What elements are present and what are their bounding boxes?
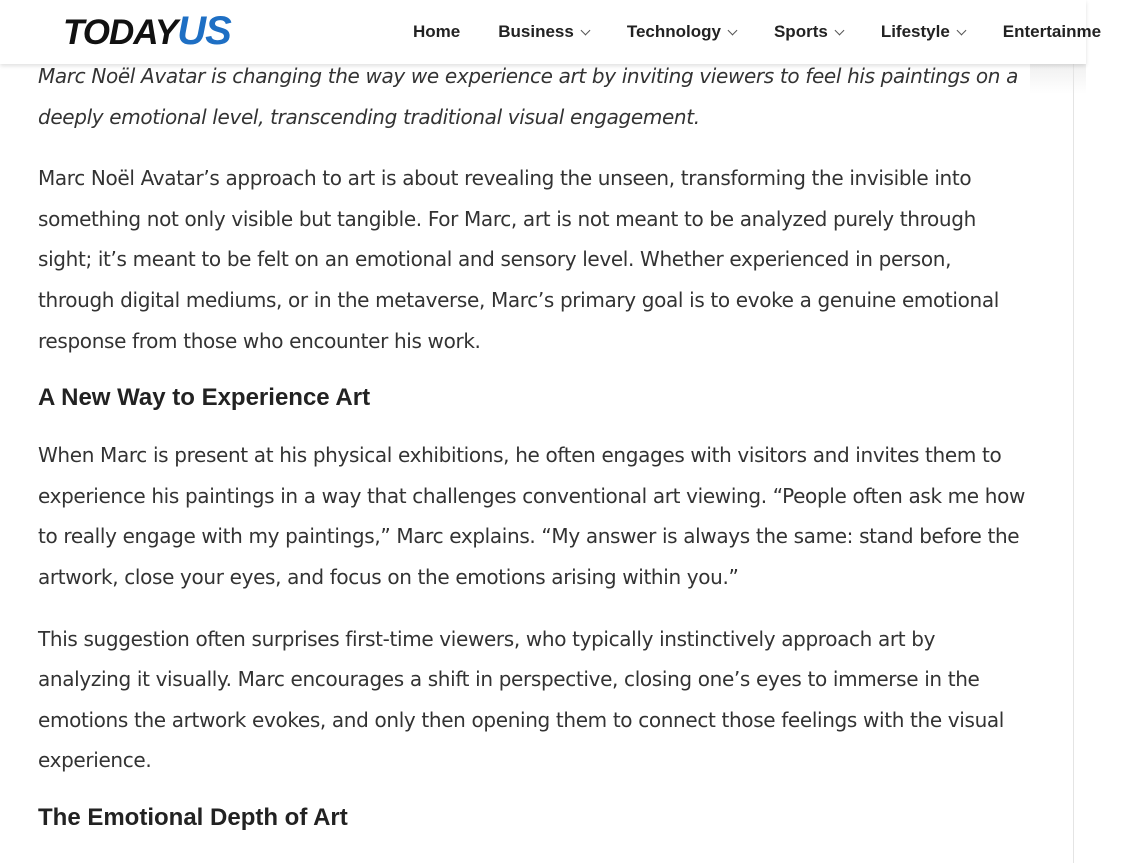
nav-item-sports[interactable] — [774, 22, 843, 42]
content-divider — [1073, 64, 1074, 863]
logo-us: US — [177, 9, 231, 53]
article-body — [38, 56, 1028, 855]
site-header — [0, 0, 1102, 64]
nav-item-home[interactable] — [413, 22, 460, 42]
site-logo[interactable] — [63, 11, 231, 60]
nav-label: Technology — [626, 22, 721, 41]
article-paragraph: Marc Noël Avatar’s approach to art is about revealing the unseen, transforming the invisible into something not only visible but tangible. For Marc, art is not meant to be analyzed purely through sight; it’s meant to be felt on an emotional and sensory level. Whether experienced in person, through digital mediums, or in the metaverse, Marc’s primary goal is to evoke a genuine emotional response from those who encounter his work. — [38, 166, 999, 353]
nav-label: Business — [498, 22, 574, 41]
nav-item-lifestyle[interactable] — [881, 22, 965, 42]
nav-label: Sports — [773, 22, 828, 41]
section-heading: The Emotional Depth of Art — [38, 803, 348, 831]
chevron-down-icon — [956, 25, 966, 35]
chevron-down-icon — [580, 25, 590, 35]
chevron-down-icon — [728, 25, 738, 35]
nav-item-entertainment[interactable] — [1003, 22, 1101, 42]
nav-label: Lifestyle — [880, 22, 950, 41]
nav-label: Entertainme — [1002, 22, 1102, 41]
article-paragraph: This suggestion often surprises first-time viewers, who typically instinctively approach art by analyzing it visually. Marc encourages a shift in perspective, closing one’s eyes to immerse in the emotions the artwork evokes, and only then opening them to connect those feelings with the visual experience. — [38, 626, 1005, 773]
section-heading: A New Way to Experience Art — [38, 384, 371, 412]
article-lead: Marc Noël Avatar is changing the way we experience art by inviting viewers to feel his paintings on a deeply emotional level, transcending traditional visual engagement. — [38, 64, 1019, 129]
article-paragraph: When Marc is present at his physical exhibitions, he often engages with visitors and invites them to experience his paintings in a way that challenges conventional art viewing. “People often ask me how to really engage with my paintings,” Marc explains. “My answer is always the same: stand before the artwork, close your eyes, and focus on the emotions arising within you.” — [38, 443, 1025, 589]
logo-today: TODAY — [63, 13, 178, 52]
nav-item-technology[interactable] — [627, 22, 736, 42]
chevron-down-icon — [834, 25, 844, 35]
main-nav — [413, 0, 1139, 64]
nav-item-business[interactable] — [498, 22, 589, 42]
nav-label: Home — [413, 22, 461, 41]
header-shadow-fade — [1030, 64, 1086, 94]
